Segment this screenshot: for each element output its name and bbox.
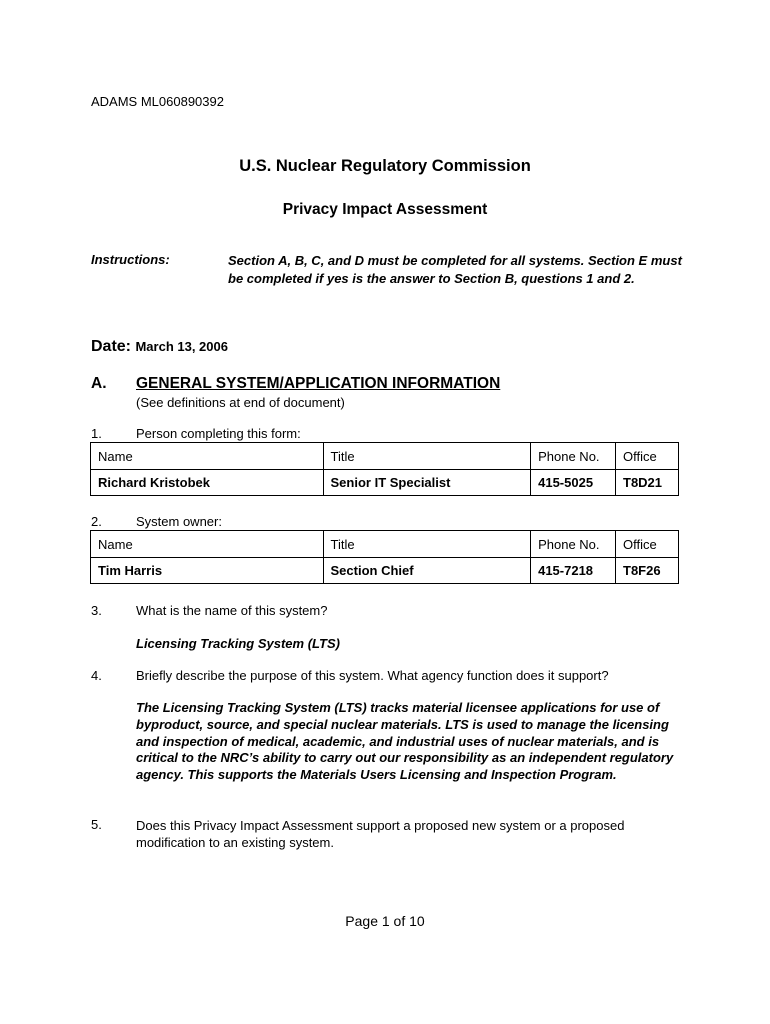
- section-a-title: GENERAL SYSTEM/APPLICATION INFORMATION: [136, 375, 501, 392]
- q3-text: What is the name of this system?: [136, 603, 328, 618]
- system-owner-table: [90, 530, 679, 584]
- table-row: [91, 470, 679, 496]
- cell-office: T8F26: [616, 558, 679, 584]
- cell-name: Richard Kristobek: [91, 470, 324, 496]
- q1-text: Person completing this form:: [136, 426, 301, 441]
- date-value: March 13, 2006: [135, 339, 228, 354]
- cell-phone: 415-7218: [531, 558, 616, 584]
- cell-phone: 415-5025: [531, 470, 616, 496]
- q4-text: Briefly describe the purpose of this system. What agency function does it support?: [136, 668, 609, 683]
- cell-office: T8D21: [616, 470, 679, 496]
- agency-title: U.S. Nuclear Regulatory Commission: [239, 157, 531, 175]
- cell-title: Section Chief: [323, 558, 531, 584]
- instructions-label: Instructions:: [91, 252, 170, 267]
- q4-number: 4.: [91, 668, 102, 683]
- header-phone: Phone No.: [531, 443, 616, 470]
- header-name: Name: [91, 531, 324, 558]
- instructions-text: Section A, B, C, and D must be completed for all systems. Section E must be completed if yes is the answer to Section B, questions 1 and 2.: [228, 253, 682, 286]
- cell-name: Tim Harris: [91, 558, 324, 584]
- q4-answer: The Licensing Tracking System (LTS) tracks material licensee applications for use of byproduct, source, and special nuclear materials. LTS is used to manage the licensing and inspection of medical, academic, and industrial uses of nuclear materials, and is critical to the NRC’s ability to carry out our responsibility as an independent regulatory agency. This supports the Materials Users Licensing and Inspection Program.: [136, 700, 674, 783]
- header-title: Title: [323, 531, 531, 558]
- table-row: [91, 558, 679, 584]
- cell-title: Senior IT Specialist: [323, 470, 531, 496]
- header-title: Title: [323, 443, 531, 470]
- table-header-row: [91, 531, 679, 558]
- date-line: [91, 338, 228, 356]
- q1-number: 1.: [91, 426, 102, 441]
- q2-number: 2.: [91, 514, 102, 529]
- document-id: ADAMS ML060890392: [91, 94, 224, 109]
- header-office: Office: [616, 443, 679, 470]
- header-office: Office: [616, 531, 679, 558]
- page-number: Page 1 of 10: [345, 913, 425, 929]
- header-name: Name: [91, 443, 324, 470]
- q2-text: System owner:: [136, 514, 222, 529]
- q5-number: 5.: [91, 817, 102, 832]
- document-title: Privacy Impact Assessment: [282, 201, 488, 218]
- q3-answer: Licensing Tracking System (LTS): [136, 636, 340, 651]
- table-header-row: [91, 443, 679, 470]
- q5-text: Does this Privacy Impact Assessment support a proposed new system or a proposed modification to an existing system.: [136, 818, 625, 850]
- person-completing-table: [90, 442, 679, 496]
- q3-number: 3.: [91, 603, 102, 618]
- section-a-letter: A.: [91, 375, 107, 392]
- header-phone: Phone No.: [531, 531, 616, 558]
- section-a-subtitle: (See definitions at end of document): [136, 395, 345, 410]
- date-label: Date:: [91, 338, 132, 355]
